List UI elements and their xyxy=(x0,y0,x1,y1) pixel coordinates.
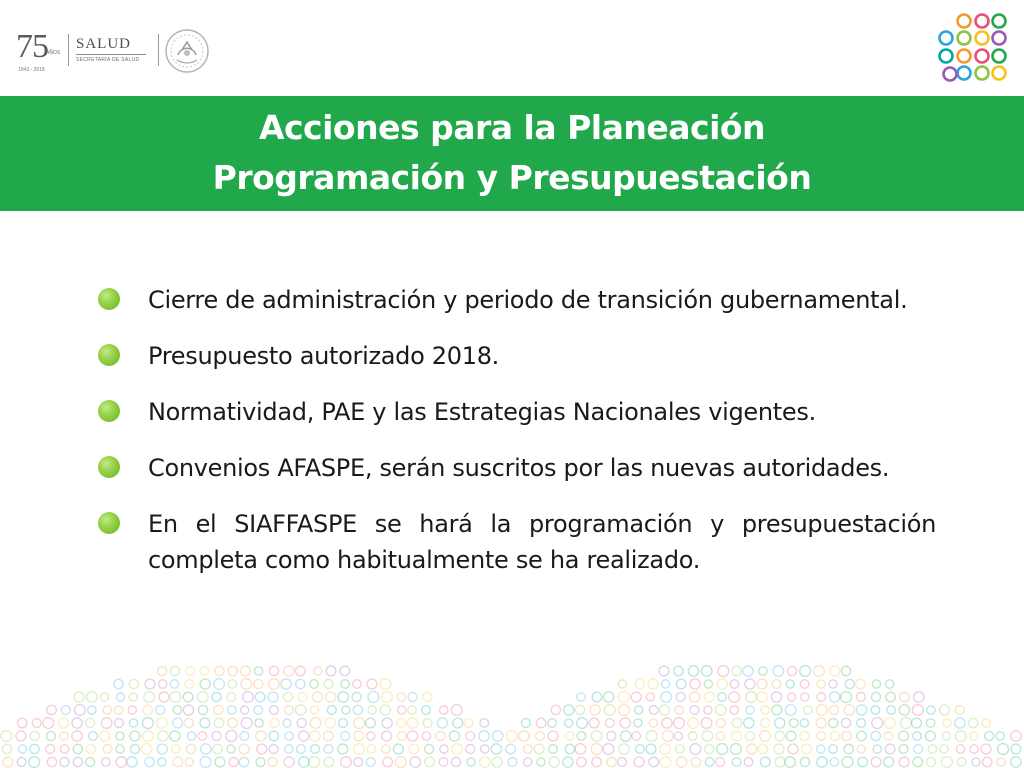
bullet-item xyxy=(96,394,936,430)
bullet-text: En el SIAFFASPE se hará la programación y presupuestación completa como habitualmente se ha realizado. xyxy=(148,510,936,574)
bullet-item xyxy=(96,450,936,486)
bullet-marker-icon xyxy=(98,456,120,478)
anniversary-word: AÑOS xyxy=(46,50,61,56)
salud-wordmark: SALUD xyxy=(76,36,132,52)
salud-underline xyxy=(76,54,146,55)
bullet-item xyxy=(96,506,936,578)
slide-title-line2: Programación y Presupuestación xyxy=(212,158,812,197)
bullet-text: Normatividad, PAE y las Estrategias Nacionales vigentes. xyxy=(148,398,816,426)
anniversary-logo xyxy=(16,30,64,74)
bullet-marker-icon xyxy=(98,344,120,366)
bullet-marker-icon xyxy=(98,400,120,422)
bullet-marker-icon xyxy=(98,288,120,310)
bullet-text: Cierre de administración y periodo de transición gubernamental. xyxy=(148,286,908,314)
header-divider xyxy=(158,34,159,66)
slide-title-line1: Acciones para la Planeación xyxy=(258,108,766,147)
bullet-text: Convenios AFASPE, serán suscritos por las nuevas autoridades. xyxy=(148,454,890,482)
title-band xyxy=(0,96,1024,211)
bullet-item xyxy=(96,338,936,374)
bullet-marker-icon xyxy=(98,512,120,534)
bullet-list xyxy=(96,282,936,598)
bullet-item xyxy=(96,282,936,318)
bullet-text: Presupuesto autorizado 2018. xyxy=(148,342,500,370)
brand-circles-icon xyxy=(930,12,1012,92)
anniversary-years: 1943 - 2018 xyxy=(18,67,45,73)
salud-subtitle: SECRETARÍA DE SALUD xyxy=(76,57,140,63)
national-seal-icon xyxy=(164,28,210,74)
anniversary-number: 75 xyxy=(16,28,48,65)
header-divider xyxy=(68,34,69,66)
decorative-circle-pattern xyxy=(0,640,1024,768)
salud-logo xyxy=(76,36,156,66)
